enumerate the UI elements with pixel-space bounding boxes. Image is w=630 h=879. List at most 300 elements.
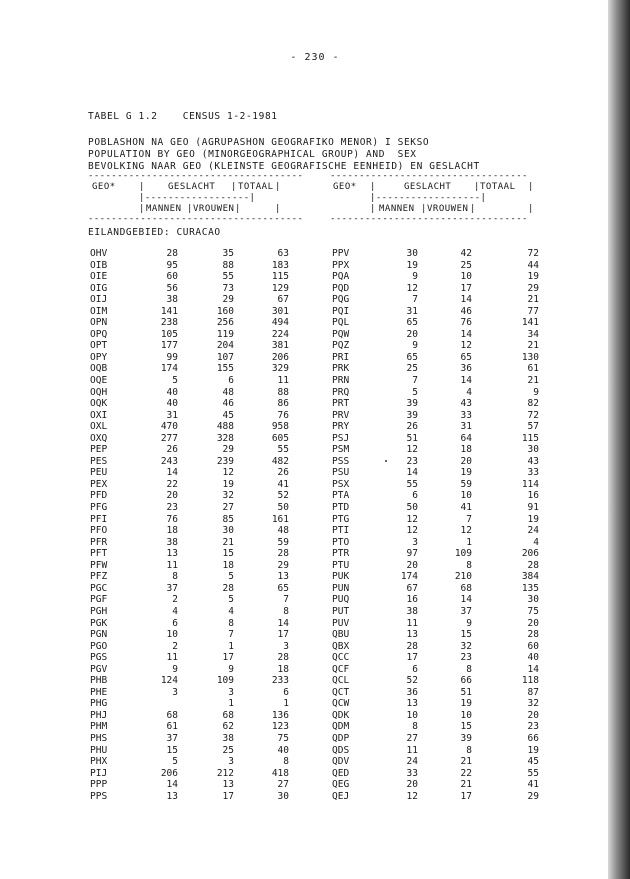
mannen-value: 33 [406, 767, 418, 779]
table-row [90, 352, 300, 364]
mannen-value: 28 [166, 248, 178, 259]
totaal-value: 16 [527, 490, 539, 502]
geo-code: PEP [90, 444, 108, 456]
mannen-value: 18 [166, 525, 178, 537]
totaal-value: 40 [277, 744, 289, 756]
table-row [332, 410, 542, 422]
geo-code: PRV [332, 409, 350, 421]
geo-code: QCF [332, 663, 350, 675]
totaal-value: 17 [277, 629, 289, 641]
table-row [90, 537, 300, 549]
rule-line: | [139, 204, 145, 214]
vrouwen-value: 17 [222, 652, 234, 664]
mannen-value: 206 [160, 767, 178, 779]
totaal-value: 7 [283, 594, 289, 606]
geo-code: QEJ [332, 790, 350, 802]
totaal-value: 9 [533, 386, 539, 398]
geo-code: PPX [332, 259, 350, 271]
totaal-header-right: TOTAAL [480, 182, 516, 192]
rule-line: | [528, 204, 534, 214]
mannen-value: 13 [406, 698, 418, 710]
rule-line: | [275, 204, 281, 214]
vrouwen-value: 19 [460, 698, 472, 710]
totaal-value: 123 [271, 721, 289, 733]
geo-code: PSX [332, 478, 350, 490]
totaal-value: 29 [527, 790, 539, 802]
geo-code: PUN [332, 582, 350, 594]
mannen-value: 56 [166, 282, 178, 294]
geo-code: PQI [332, 305, 350, 317]
totaal-value: 29 [527, 282, 539, 294]
mannen-value: 39 [406, 409, 418, 421]
vrouwen-value: 155 [216, 363, 234, 375]
mannen-value: 37 [166, 582, 178, 594]
mannen-value: 11 [166, 559, 178, 571]
totaal-value: 75 [277, 732, 289, 744]
mannen-value: 23 [406, 455, 418, 467]
geo-code: PRQ [332, 386, 350, 398]
vrouwen-header-left: VROUWEN [193, 204, 235, 214]
vrouwen-value: 35 [222, 248, 234, 259]
mannen-value: 61 [166, 721, 178, 733]
totaal-value: 23 [527, 721, 539, 733]
table-row [332, 283, 542, 295]
geo-code: PTA [332, 490, 350, 502]
vrouwen-value: 19 [460, 467, 472, 479]
vrouwen-value: 88 [222, 259, 234, 271]
scan-speck [385, 460, 387, 462]
totaal-value: 32 [527, 698, 539, 710]
mannen-value: 12 [406, 444, 418, 456]
totaal-value: 65 [277, 582, 289, 594]
vrouwen-value: 107 [216, 351, 234, 363]
totaal-value: 301 [271, 305, 289, 317]
table-row [90, 479, 300, 491]
geo-code: PRY [332, 421, 350, 433]
vrouwen-value: 23 [460, 652, 472, 664]
geo-code: OXI [90, 409, 108, 421]
table-row [332, 641, 542, 653]
rule-line: ------------------------------------- [88, 171, 304, 181]
geo-code: PGS [90, 652, 108, 664]
mannen-value: 65 [406, 351, 418, 363]
rule-line: | [275, 182, 281, 192]
totaal-value: 494 [271, 317, 289, 329]
geo-code: QDP [332, 732, 350, 744]
table-row [332, 664, 542, 676]
geo-code: PGK [90, 617, 108, 629]
mannen-value: 12 [406, 790, 418, 802]
table-row [90, 421, 300, 433]
table-row [90, 340, 300, 352]
totaal-value: 130 [521, 351, 539, 363]
mannen-value: 243 [160, 455, 178, 467]
geo-code: PHU [90, 744, 108, 756]
totaal-value: 52 [277, 490, 289, 502]
vrouwen-value: 212 [216, 767, 234, 779]
table-row [90, 294, 300, 306]
mannen-value: 14 [166, 467, 178, 479]
totaal-value: 76 [277, 409, 289, 421]
mannen-value: 52 [406, 675, 418, 687]
table-row [332, 271, 542, 283]
table-row [332, 687, 542, 699]
mannen-value: 38 [406, 605, 418, 617]
table-row [90, 698, 300, 710]
vrouwen-value: 66 [460, 675, 472, 687]
mannen-value: 13 [406, 629, 418, 641]
mannen-value: 31 [406, 305, 418, 317]
mannen-value: 2 [172, 640, 178, 652]
mannen-value: 141 [160, 305, 178, 317]
mannen-value: 31 [166, 409, 178, 421]
table-row [332, 594, 542, 606]
vrouwen-value: 17 [460, 282, 472, 294]
geo-code: QDS [332, 744, 350, 756]
table-row [332, 260, 542, 272]
rule-line: | [421, 204, 427, 214]
vrouwen-value: 488 [216, 421, 234, 433]
vrouwen-value: 4 [466, 386, 472, 398]
mannen-value: 51 [406, 432, 418, 444]
vrouwen-value: 62 [222, 721, 234, 733]
table-row [90, 641, 300, 653]
vrouwen-value: 68 [460, 582, 472, 594]
mannen-value: 7 [412, 294, 418, 306]
geo-code: QBU [332, 629, 350, 641]
vrouwen-value: 9 [228, 663, 234, 675]
vrouwen-value: 256 [216, 317, 234, 329]
vrouwen-value: 37 [460, 605, 472, 617]
table-row [90, 791, 300, 803]
vrouwen-value: 20 [460, 455, 472, 467]
totaal-value: 13 [277, 571, 289, 583]
vrouwen-value: 12 [222, 467, 234, 479]
geo-code: PFD [90, 490, 108, 502]
vrouwen-value: 59 [460, 478, 472, 490]
geo-code: PES [90, 455, 108, 467]
geo-code: OQH [90, 386, 108, 398]
totaal-value: 40 [527, 652, 539, 664]
totaal-value: 233 [271, 675, 289, 687]
geo-code: PPV [332, 248, 350, 259]
totaal-value: 605 [271, 432, 289, 444]
table-row [332, 745, 542, 757]
geo-code: PFW [90, 559, 108, 571]
island-label: EILANDGEBIED: CURACAO [88, 227, 221, 238]
totaal-value: 206 [521, 548, 539, 560]
mannen-value: 6 [412, 490, 418, 502]
vrouwen-value: 109 [216, 675, 234, 687]
table-row [332, 317, 542, 329]
totaal-value: 61 [527, 363, 539, 375]
table-row [332, 606, 542, 618]
table-row [332, 618, 542, 630]
geo-code: PUV [332, 617, 350, 629]
vrouwen-value: 15 [460, 629, 472, 641]
rule-line: | [470, 204, 476, 214]
mannen-value: 14 [166, 779, 178, 791]
totaal-value: 118 [521, 675, 539, 687]
rule-line: | [370, 204, 376, 214]
table-row [332, 548, 542, 560]
rule-line: | [528, 182, 534, 192]
totaal-value: 114 [521, 478, 539, 490]
mannen-value: 105 [160, 328, 178, 340]
geo-code: PGO [90, 640, 108, 652]
mannen-value: 16 [406, 594, 418, 606]
totaal-value: 14 [277, 617, 289, 629]
totaal-value: 34 [527, 328, 539, 340]
geo-code: OPQ [90, 328, 108, 340]
table-row [90, 502, 300, 514]
totaal-value: 3 [283, 640, 289, 652]
vrouwen-value: 43 [460, 398, 472, 410]
totaal-value: 45 [527, 756, 539, 768]
table-row [332, 698, 542, 710]
table-row [332, 652, 542, 664]
mannen-value: 10 [166, 629, 178, 641]
geo-code: OXL [90, 421, 108, 433]
mannen-value: 11 [166, 652, 178, 664]
table-row [332, 537, 542, 549]
vrouwen-value: 14 [460, 594, 472, 606]
mannen-value: 9 [172, 663, 178, 675]
vrouwen-value: 73 [222, 282, 234, 294]
vrouwen-value: 38 [222, 732, 234, 744]
table-row [332, 756, 542, 768]
vrouwen-value: 10 [460, 271, 472, 283]
totaal-value: 28 [277, 652, 289, 664]
totaal-value: 1 [283, 698, 289, 710]
vrouwen-value: 119 [216, 328, 234, 340]
geo-code: QCL [332, 675, 350, 687]
geo-code: OQE [90, 375, 108, 387]
totaal-value: 75 [527, 605, 539, 617]
vrouwen-value: 55 [222, 271, 234, 283]
totaal-value: 8 [283, 605, 289, 617]
geo-code: OIM [90, 305, 108, 317]
totaal-value: 115 [271, 271, 289, 283]
mannen-value: 9 [412, 340, 418, 352]
mannen-value: 10 [406, 709, 418, 721]
geo-code: PRK [332, 363, 350, 375]
mannen-value: 470 [160, 421, 178, 433]
vrouwen-value: 109 [454, 548, 472, 560]
mannen-value: 13 [166, 548, 178, 560]
mannen-value: 38 [166, 536, 178, 548]
vrouwen-value: 160 [216, 305, 234, 317]
totaal-value: 33 [527, 467, 539, 479]
table-row [332, 433, 542, 445]
vrouwen-value: 8 [466, 744, 472, 756]
totaal-value: 418 [271, 767, 289, 779]
geo-code: PGV [90, 663, 108, 675]
table-row [332, 467, 542, 479]
table-row [332, 779, 542, 791]
mannen-value: 37 [166, 732, 178, 744]
mannen-value: 14 [406, 467, 418, 479]
mannen-value: 60 [166, 271, 178, 283]
geo-code: PIJ [90, 767, 108, 779]
mannen-value: 36 [406, 686, 418, 698]
vrouwen-value: 36 [460, 363, 472, 375]
totaal-value: 41 [527, 779, 539, 791]
mannen-value: 12 [406, 525, 418, 537]
table-row [90, 664, 300, 676]
geo-code: OIG [90, 282, 108, 294]
mannen-value: 6 [172, 617, 178, 629]
geo-code: PQW [332, 328, 350, 340]
geo-code: PTU [332, 559, 350, 571]
mannen-value: 5 [172, 756, 178, 768]
vrouwen-header-right: VROUWEN [427, 204, 469, 214]
rule-line: |------------------| [139, 193, 256, 203]
totaal-value: 72 [527, 248, 539, 259]
geo-code: OPY [90, 351, 108, 363]
right-table [332, 248, 542, 802]
vrouwen-value: 64 [460, 432, 472, 444]
mannen-value: 28 [406, 640, 418, 652]
rule-line: | [474, 182, 480, 192]
table-row [332, 248, 542, 260]
geo-code: OIE [90, 271, 108, 283]
vrouwen-value: 4 [228, 605, 234, 617]
table-row [90, 594, 300, 606]
mannen-value: 40 [166, 386, 178, 398]
rule-line: ---------------------------------- [330, 214, 528, 224]
mannen-value: 25 [406, 363, 418, 375]
totaal-value: 63 [277, 248, 289, 259]
totaal-value: 21 [527, 375, 539, 387]
table-row [332, 294, 542, 306]
vrouwen-value: 21 [460, 756, 472, 768]
geo-code: QCT [332, 686, 350, 698]
geo-code: PFZ [90, 571, 108, 583]
geo-code: PHG [90, 698, 108, 710]
table-row [90, 583, 300, 595]
vrouwen-value: 22 [460, 767, 472, 779]
vrouwen-value: 3 [228, 686, 234, 698]
geo-header-right: GEO* [333, 182, 357, 192]
mannen-value: 24 [406, 756, 418, 768]
geo-code: OIB [90, 259, 108, 271]
vrouwen-value: 42 [460, 248, 472, 259]
table-row [332, 456, 542, 468]
table-row [90, 548, 300, 560]
mannen-value: 3 [412, 536, 418, 548]
totaal-value: 4 [533, 536, 539, 548]
vrouwen-value: 32 [460, 640, 472, 652]
table-row [90, 410, 300, 422]
table-row [332, 363, 542, 375]
geo-code: PTI [332, 525, 350, 537]
vrouwen-value: 21 [460, 779, 472, 791]
mannen-value: 67 [406, 582, 418, 594]
geo-code: PPP [90, 779, 108, 791]
totaal-value: 206 [271, 351, 289, 363]
vrouwen-value: 17 [222, 790, 234, 802]
vrouwen-value: 12 [460, 525, 472, 537]
totaal-value: 26 [277, 467, 289, 479]
table-row [90, 721, 300, 733]
geo-code: OPN [90, 317, 108, 329]
mannen-header-right: MANNEN [379, 204, 415, 214]
geo-code: PSM [332, 444, 350, 456]
mannen-value: 20 [406, 328, 418, 340]
geo-code: PFI [90, 513, 108, 525]
totaal-value: 11 [277, 375, 289, 387]
mannen-value: 8 [172, 571, 178, 583]
totaal-value: 67 [277, 294, 289, 306]
mannen-value: 22 [166, 478, 178, 490]
vrouwen-value: 48 [222, 386, 234, 398]
vrouwen-value: 328 [216, 432, 234, 444]
vrouwen-value: 1 [228, 698, 234, 710]
scan-page-edge [608, 0, 630, 879]
rule-line: | [370, 182, 376, 192]
geo-code: PHS [90, 732, 108, 744]
mannen-value: 238 [160, 317, 178, 329]
geo-code: PTR [332, 548, 350, 560]
totaal-value: 20 [527, 617, 539, 629]
title-dutch: BEVOLKING NAAR GEO (KLEINSTE GEOGRAFISCHE EENHEID) EN GESLACHT [88, 161, 480, 172]
totaal-value: 57 [527, 421, 539, 433]
geo-code: PFT [90, 548, 108, 560]
mannen-value: 20 [166, 490, 178, 502]
mannen-value: 26 [406, 421, 418, 433]
title-english: POPULATION BY GEO (MINORGEOGRAPHICAL GROUP) AND SEX [88, 149, 417, 160]
totaal-value: 28 [277, 548, 289, 560]
rule-line: | [235, 204, 241, 214]
rule-line: | [187, 204, 193, 214]
geslacht-header-left: GESLACHT [168, 182, 216, 192]
mannen-value: 97 [406, 548, 418, 560]
table-row [90, 606, 300, 618]
totaal-value: 19 [527, 744, 539, 756]
totaal-value: 136 [271, 709, 289, 721]
geo-code: OQB [90, 363, 108, 375]
table-row [90, 710, 300, 722]
vrouwen-value: 46 [460, 305, 472, 317]
table-row [90, 514, 300, 526]
totaal-value: 28 [527, 629, 539, 641]
table-row [90, 618, 300, 630]
mannen-value: 65 [406, 317, 418, 329]
geo-code: PRI [332, 351, 350, 363]
table-row [90, 317, 300, 329]
totaal-value: 43 [527, 455, 539, 467]
vrouwen-value: 17 [460, 790, 472, 802]
totaal-value: 224 [271, 328, 289, 340]
geo-code: PEU [90, 467, 108, 479]
geo-code: PPS [90, 790, 108, 802]
vrouwen-value: 85 [222, 513, 234, 525]
mannen-value: 26 [166, 444, 178, 456]
mannen-value: 39 [406, 398, 418, 410]
totaal-value: 381 [271, 340, 289, 352]
geo-code: PSU [332, 467, 350, 479]
table-row [332, 560, 542, 572]
geo-code: PFG [90, 502, 108, 514]
totaal-value: 88 [277, 386, 289, 398]
table-row [332, 525, 542, 537]
mannen-value: 23 [166, 502, 178, 514]
vrouwen-value: 25 [460, 259, 472, 271]
geo-code: PFR [90, 536, 108, 548]
vrouwen-value: 18 [460, 444, 472, 456]
vrouwen-value: 25 [222, 744, 234, 756]
